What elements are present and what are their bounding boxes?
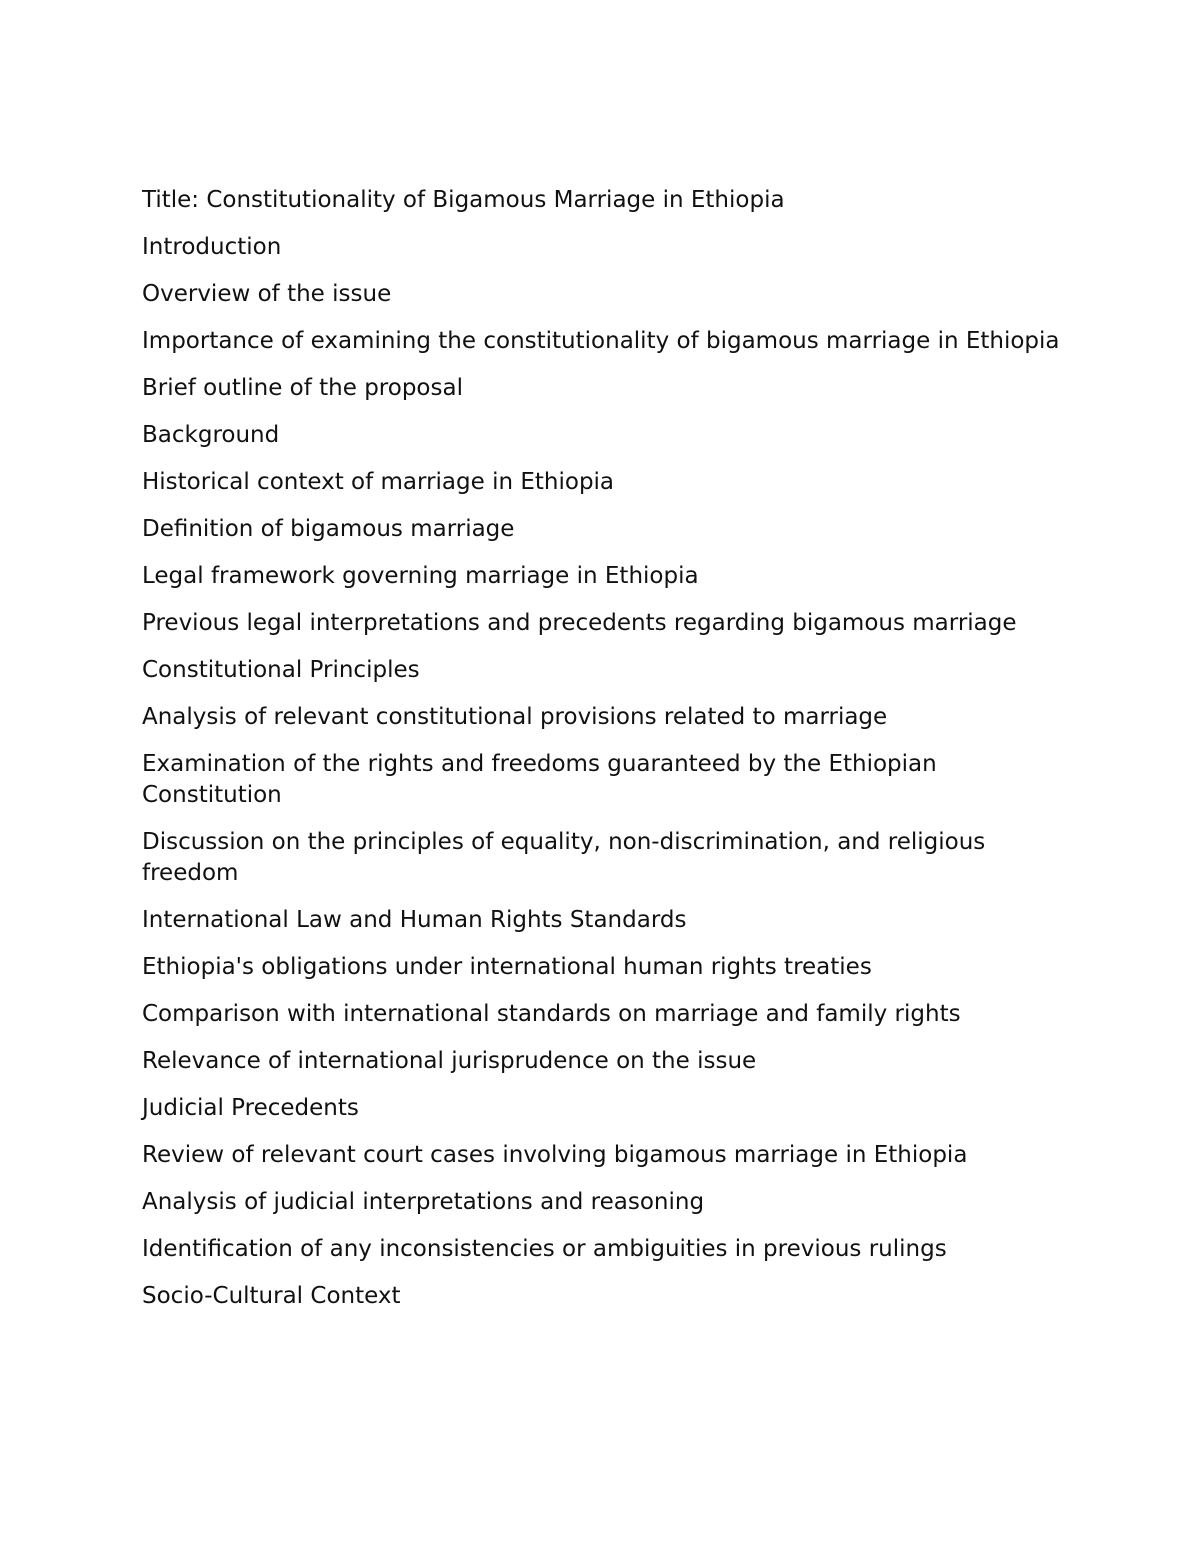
- document-title: Title: Constitutionality of Bigamous Marriage in Ethiopia: [142, 187, 785, 213]
- list-item: Previous legal interpretations and precedents regarding bigamous marriage: [142, 610, 1017, 636]
- list-item: Brief outline of the proposal: [142, 375, 463, 401]
- list-item: Identification of any inconsistencies or ambiguities in previous rulings: [142, 1236, 947, 1262]
- list-item: Comparison with international standards on marriage and family rights: [142, 1001, 961, 1027]
- list-item: Analysis of judicial interpretations and reasoning: [142, 1189, 705, 1215]
- list-item: Examination of the rights and freedoms guaranteed by the Ethiopian Constitution: [142, 751, 937, 808]
- list-item: Ethiopia's obligations under international human rights treaties: [142, 954, 872, 980]
- list-item: Analysis of relevant constitutional provisions related to marriage: [142, 704, 888, 730]
- list-item: Discussion on the principles of equality, non-discrimination, and religious freedom: [142, 829, 986, 886]
- list-item: Historical context of marriage in Ethiopia: [142, 469, 615, 495]
- section-heading-constitutional-principles: Constitutional Principles: [142, 657, 420, 683]
- list-item: Definition of bigamous marriage: [142, 516, 515, 542]
- list-item: Overview of the issue: [142, 281, 392, 307]
- section-heading-judicial-precedents: Judicial Precedents: [142, 1095, 359, 1121]
- section-heading-background: Background: [142, 422, 280, 448]
- list-item: Legal framework governing marriage in Ethiopia: [142, 563, 699, 589]
- section-heading-introduction: Introduction: [142, 234, 282, 260]
- document-body: [142, 185, 1062, 1328]
- list-item: Relevance of international jurisprudence on the issue: [142, 1048, 757, 1074]
- list-item: Review of relevant court cases involving bigamous marriage in Ethiopia: [142, 1142, 968, 1168]
- section-heading-socio-cultural-context: Socio-Cultural Context: [142, 1283, 401, 1309]
- list-item: Importance of examining the constitutionality of bigamous marriage in Ethiopia: [142, 328, 1060, 354]
- section-heading-international-law: International Law and Human Rights Standards: [142, 907, 687, 933]
